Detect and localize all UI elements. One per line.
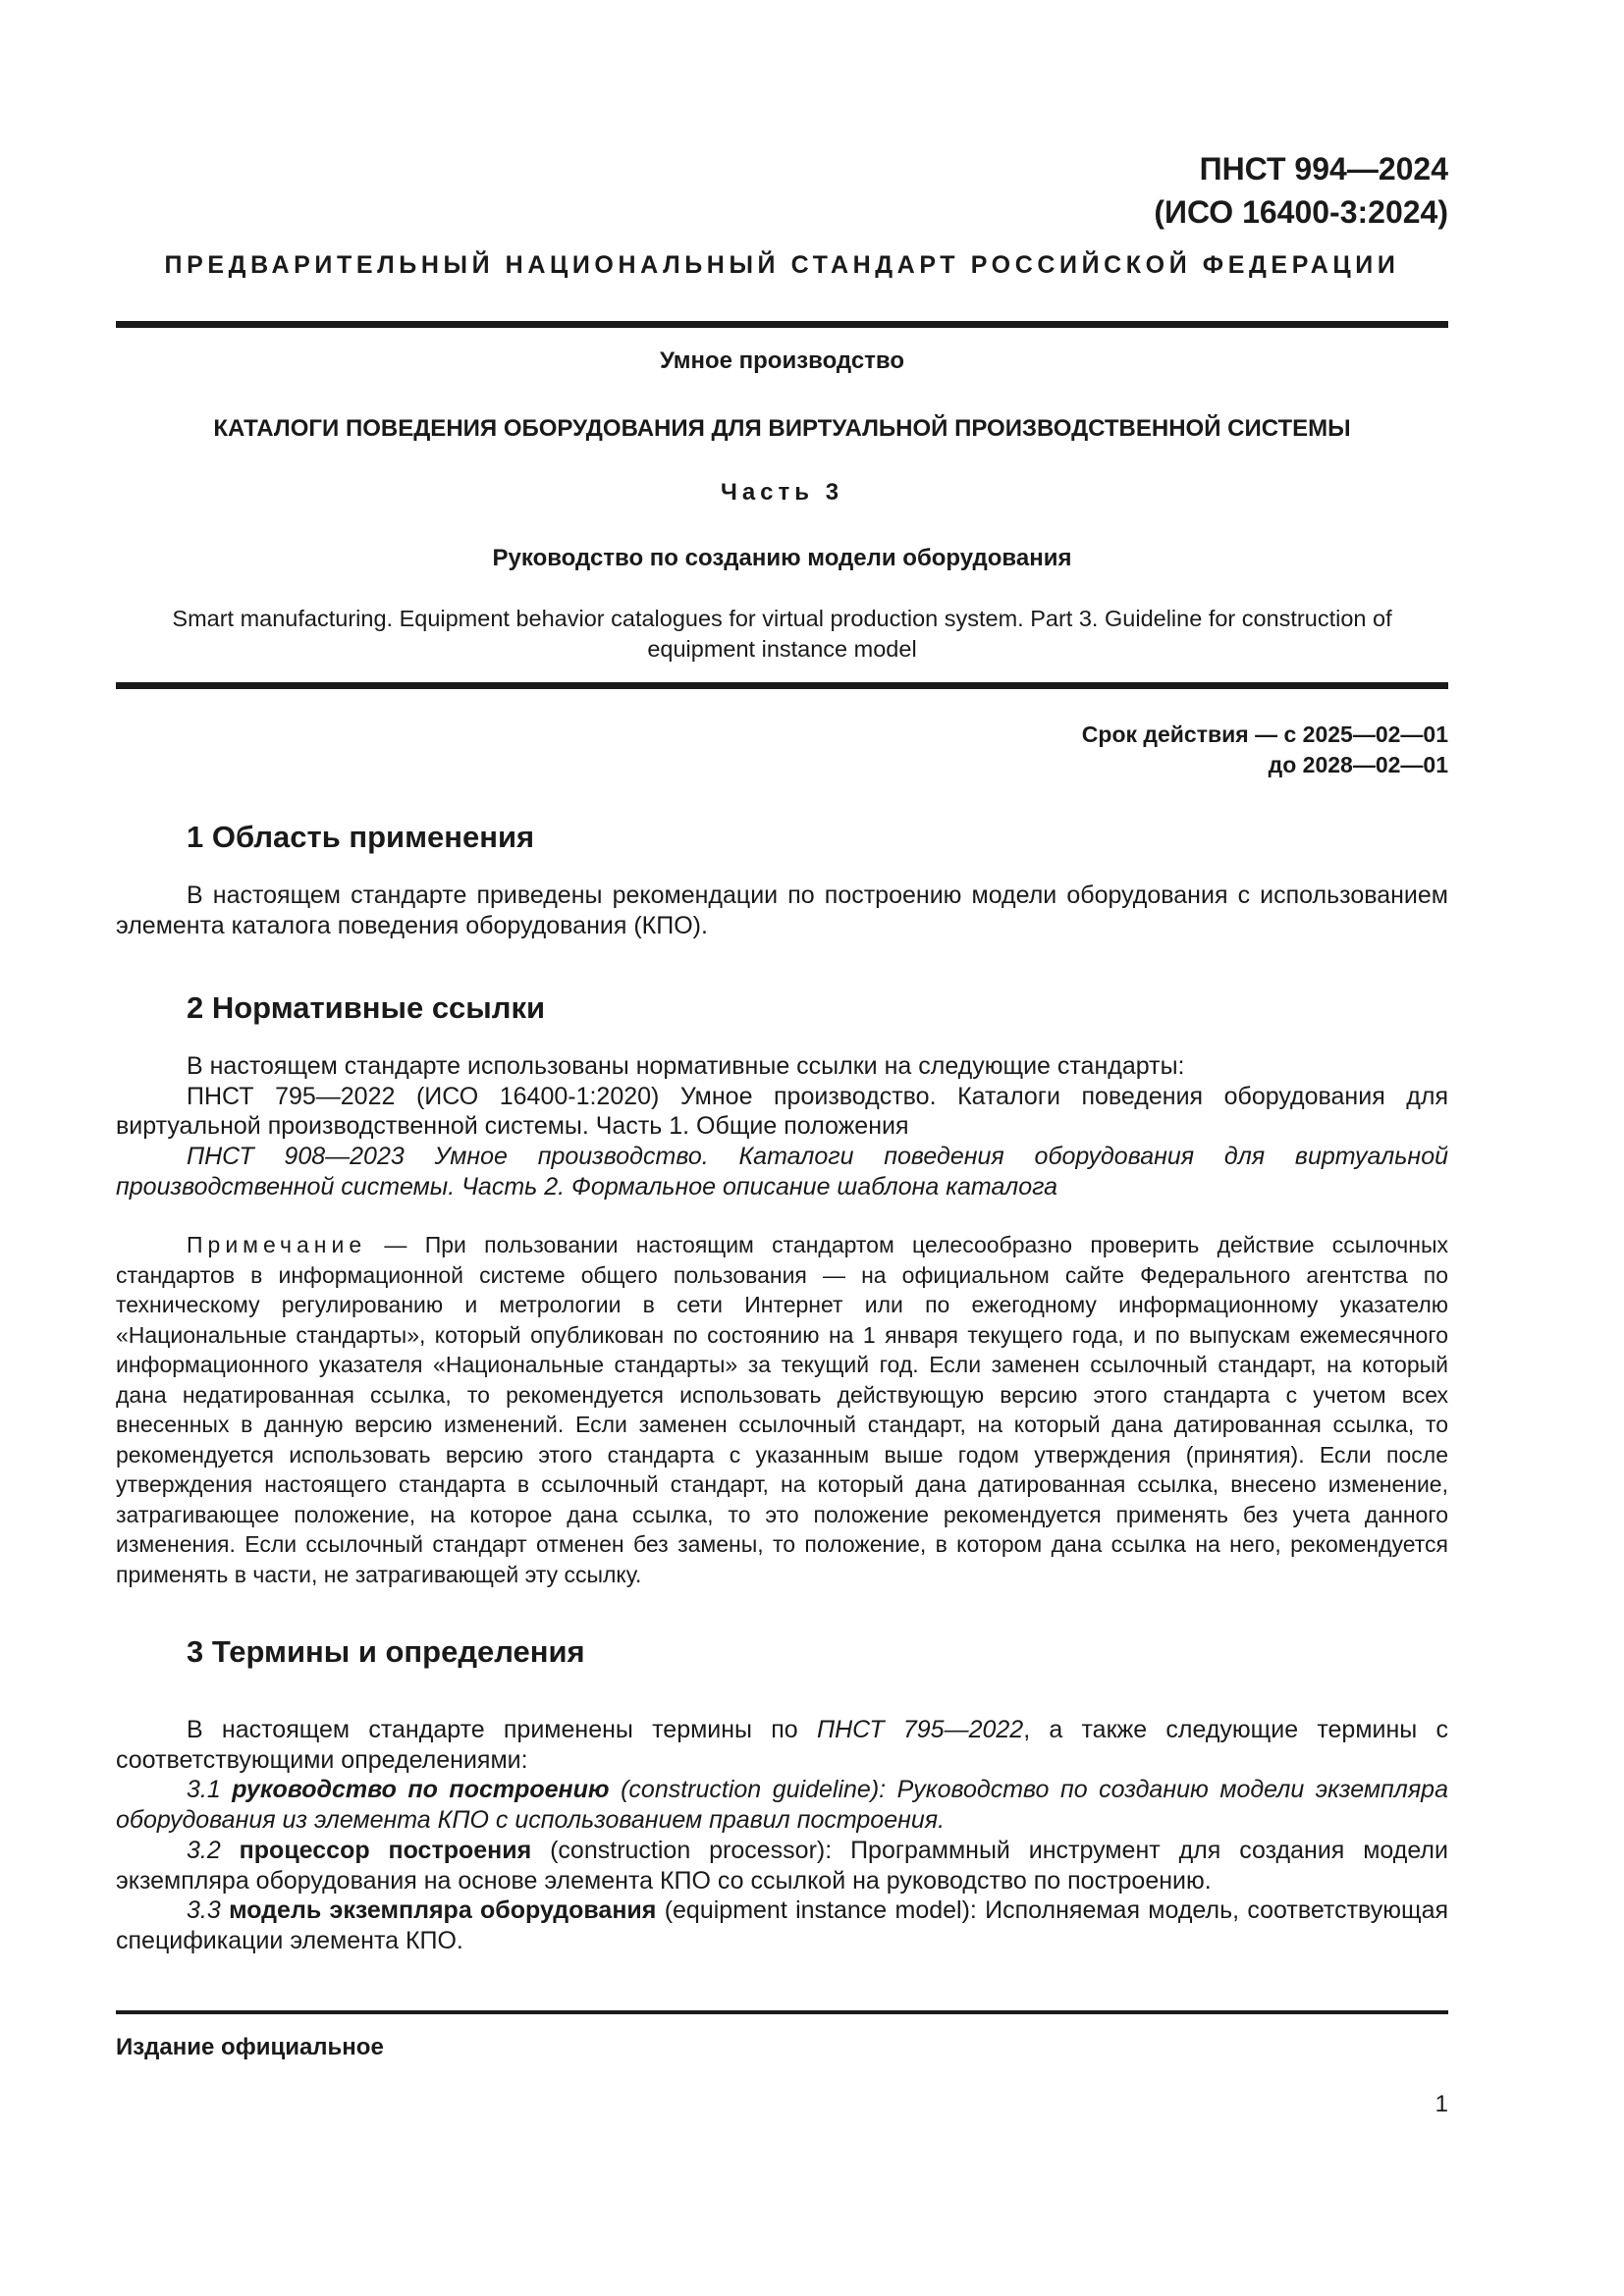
term-number: 3.3 bbox=[187, 1896, 221, 1925]
title-main: КАТАЛОГИ ПОВЕДЕНИЯ ОБОРУДОВАНИЯ ДЛЯ ВИРТУАЛЬНОЙ ПРОИЗВОДСТВЕННОЙ СИСТЕМЫ bbox=[213, 415, 1351, 442]
term-name: модель экземпляра оборудования bbox=[229, 1896, 657, 1925]
standard-code-line1: ПНСТ 994—2024 bbox=[1199, 151, 1448, 187]
standard-code bbox=[1154, 147, 1448, 234]
section-3-intro-reference: ПНСТ 795—2022 bbox=[816, 1716, 1024, 1743]
section-2-intro: В настоящем стандарте использованы нормативные ссылки на следующие стандарты: bbox=[187, 1052, 1185, 1080]
term-3-2 bbox=[116, 1836, 1448, 1896]
title-subtitle: Руководство по созданию модели оборудования bbox=[492, 545, 1072, 571]
title-english bbox=[116, 604, 1448, 665]
term-name: процессор построения bbox=[239, 1836, 532, 1864]
title-topic: Умное производство bbox=[659, 347, 905, 374]
section-1-text bbox=[116, 881, 1448, 940]
note-text: — При пользовании настоящим стандартом целесообразно проверить действие ссылочных стандартов в информационной системе общего пользования — на официальном сайте Федерального агентства по техническому регулированию и метрологии в сети Интернет или по ежегодному информационному указателю «Национальные стандарты», который опубликован по состоянию на 1 января текущего года, и по выпускам ежемесячного информационного указателя «Национальные стандарты» за текущий год. Если заменен ссылочный стандарт, на который дана недатированная ссылка, то рекомендуется использовать действующую версию этого стандарта с учетом всех внесенных в данную версию изменений. Если заменен ссылочный стандарт, на который дана датированная ссылка, то рекомендуется использовать версию этого стандарта с указанным выше годом утверждения (принятия). Если после утверждения настоящего стандарта в ссылочный стандарт, на который дана датированная ссылка, внесено изменение, затрагивающее положение, на которое дана ссылка, то это положение рекомендуется применять без учета данного изменения. Если ссылочный стандарт отменен без замены, то положение, в котором дана ссылка на него, рекомендуется применять в части, не затрагивающей эту ссылку. bbox=[116, 1232, 1449, 1587]
reference-2-row bbox=[116, 1142, 1448, 1201]
term-definition: (construction guideline): Руководство по созданию модели экземпляра оборудования из элемента КПО с использованием правил построения. bbox=[116, 1776, 1448, 1835]
section-2-heading: 2 Нормативные ссылки bbox=[187, 990, 546, 1025]
reference-1-row bbox=[116, 1082, 1448, 1142]
footer-divider bbox=[116, 2010, 1448, 2014]
note-block bbox=[116, 1230, 1448, 1589]
note-label: Примечание bbox=[187, 1232, 367, 1257]
section-3-intro-row bbox=[116, 1715, 1448, 1775]
section-2-intro-row bbox=[116, 1051, 1448, 1082]
term-number: 3.1 bbox=[187, 1776, 221, 1804]
section-1-paragraph: В настоящем стандарте приведены рекомендации по построению модели оборудования с использованием элемента каталога поведения оборудования (КПО). bbox=[116, 881, 1448, 939]
top-divider bbox=[116, 321, 1448, 328]
section-3-intro-a: В настоящем стандарте применены термины по bbox=[187, 1716, 817, 1743]
title-part: Часть 3 bbox=[720, 479, 844, 506]
section-3-heading: 3 Термины и определения bbox=[187, 1634, 585, 1669]
validity-line1: Срок действия — с 2025—02—01 bbox=[1081, 721, 1448, 747]
reference-1: ПНСТ 795—2022 (ИСО 16400-1:2020) Умное производство. Каталоги поведения оборудования для виртуальной производственной системы. Часть 1. Общие положения bbox=[116, 1082, 1448, 1141]
standard-type-title: ПРЕДВАРИТЕЛЬНЫЙ НАЦИОНАЛЬНЫЙ СТАНДАРТ РОССИЙСКОЙ ФЕДЕРАЦИИ bbox=[164, 251, 1400, 279]
term-number: 3.2 bbox=[187, 1836, 221, 1864]
title-divider bbox=[116, 682, 1448, 689]
page-number: 1 bbox=[1435, 2091, 1448, 2117]
term-definition: (equipment instance model): Исполняемая модель, соответствующая спецификации элемента КПО. bbox=[116, 1896, 1449, 1954]
standard-code-line2: (ИСО 16400-3:2024) bbox=[1154, 194, 1448, 230]
term-3-1 bbox=[116, 1775, 1448, 1835]
term-definition: (construction processor): Программный инструмент для создания модели экземпляра оборудования на основе элемента КПО со ссылкой на руководство по построению. bbox=[116, 1836, 1448, 1895]
term-3-3 bbox=[116, 1896, 1448, 1955]
term-name: руководство по построению bbox=[232, 1776, 610, 1804]
section-3-body bbox=[116, 1715, 1448, 1956]
validity-period bbox=[1082, 720, 1448, 780]
reference-2: ПНСТ 908—2023 Умное производство. Каталоги поведения оборудования для виртуальной производственной системы. Часть 2. Формальное описание шаблона каталога bbox=[116, 1143, 1448, 1201]
section-1-heading: 1 Область применения bbox=[187, 820, 535, 854]
validity-line2: до 2028—02—01 bbox=[1268, 752, 1448, 777]
title-english-line1: Smart manufacturing. Equipment behavior catalogues for virtual production system. Part 3. Guideline for construction of bbox=[172, 606, 1392, 631]
title-english-line2: equipment instance model bbox=[647, 636, 917, 662]
section-2-body bbox=[116, 1051, 1448, 1202]
edition-label: Издание официальное bbox=[116, 2034, 384, 2060]
section-3-intro-b: , а также следующие термины с соответствующими определениями: bbox=[116, 1716, 1448, 1774]
